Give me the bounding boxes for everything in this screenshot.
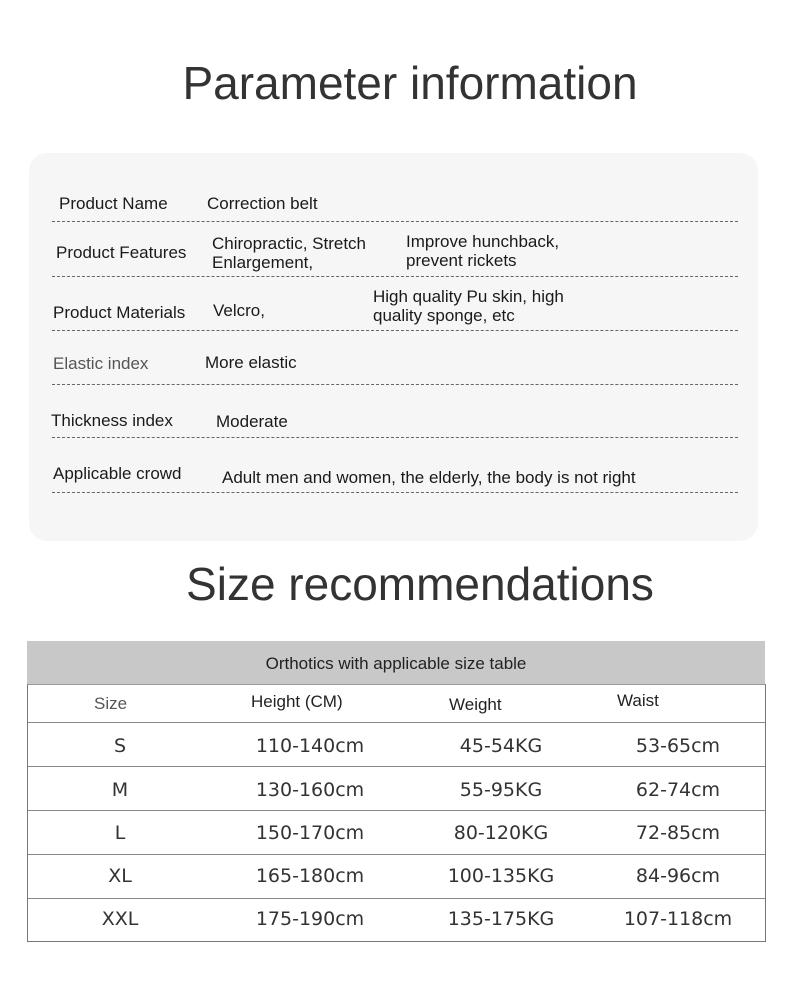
cell-height: 175-190cm <box>255 908 365 930</box>
table-divider <box>28 810 765 811</box>
size-table <box>27 684 766 942</box>
cell-waist: 53-65cm <box>635 735 721 757</box>
param-value-features-2a: Improve hunchback, <box>406 232 560 251</box>
param-value-features-2b: prevent rickets <box>406 251 517 270</box>
table-divider <box>28 722 765 723</box>
cell-height: 165-180cm <box>255 865 365 887</box>
cell-size: XXL <box>101 908 139 930</box>
cell-height: 130-160cm <box>255 779 365 801</box>
param-label-product-features: Product Features <box>56 243 187 262</box>
row-divider <box>52 330 738 331</box>
param-value-elastic-index: More elastic <box>205 353 297 372</box>
row-divider <box>52 384 738 385</box>
param-label-product-name: Product Name <box>59 194 168 213</box>
size-table-caption: Orthotics with applicable size table <box>27 641 765 684</box>
cell-weight: 135-175KG <box>447 908 555 930</box>
cell-waist: 84-96cm <box>635 865 721 887</box>
cell-weight: 55-95KG <box>459 779 543 801</box>
cell-waist: 107-118cm <box>623 908 733 930</box>
param-value-applicable-crowd: Adult men and women, the elderly, the body is not right <box>222 468 636 487</box>
header-height: Height (CM) <box>251 692 343 711</box>
param-value-materials-1: Velcro, <box>213 301 265 320</box>
param-value-features-1a: Chiropractic, Stretch <box>212 234 366 253</box>
param-value-materials-2a: High quality Pu skin, high <box>373 287 564 306</box>
cell-weight: 45-54KG <box>459 735 543 757</box>
table-divider <box>28 898 765 899</box>
row-divider <box>52 276 738 277</box>
header-weight: Weight <box>449 695 502 714</box>
cell-size: XL <box>108 865 132 887</box>
param-label-thickness-index: Thickness index <box>51 411 173 430</box>
parameter-title: Parameter information <box>182 57 638 109</box>
param-value-thickness-index: Moderate <box>216 412 288 431</box>
header-size: Size <box>94 694 128 713</box>
row-divider <box>52 221 738 222</box>
row-divider <box>52 437 738 438</box>
cell-waist: 62-74cm <box>635 779 721 801</box>
cell-size: S <box>113 735 127 757</box>
param-value-features-1b: Enlargement, <box>212 253 314 272</box>
param-label-product-materials: Product Materials <box>53 303 186 322</box>
cell-size: L <box>114 822 126 844</box>
param-value-product-name: Correction belt <box>207 194 318 213</box>
param-value-materials-2b: quality sponge, etc <box>373 306 515 325</box>
table-divider <box>28 854 765 855</box>
cell-height: 150-170cm <box>255 822 365 844</box>
size-title: Size recommendations <box>186 558 654 610</box>
param-label-elastic-index: Elastic index <box>53 354 149 373</box>
cell-size: M <box>111 779 129 801</box>
param-label-applicable-crowd: Applicable crowd <box>53 464 182 483</box>
row-divider <box>52 492 738 493</box>
cell-weight: 100-135KG <box>447 865 555 887</box>
cell-weight: 80-120KG <box>453 822 549 844</box>
cell-waist: 72-85cm <box>635 822 721 844</box>
table-divider <box>28 766 765 767</box>
cell-height: 110-140cm <box>255 735 365 757</box>
header-waist: Waist <box>617 691 659 710</box>
